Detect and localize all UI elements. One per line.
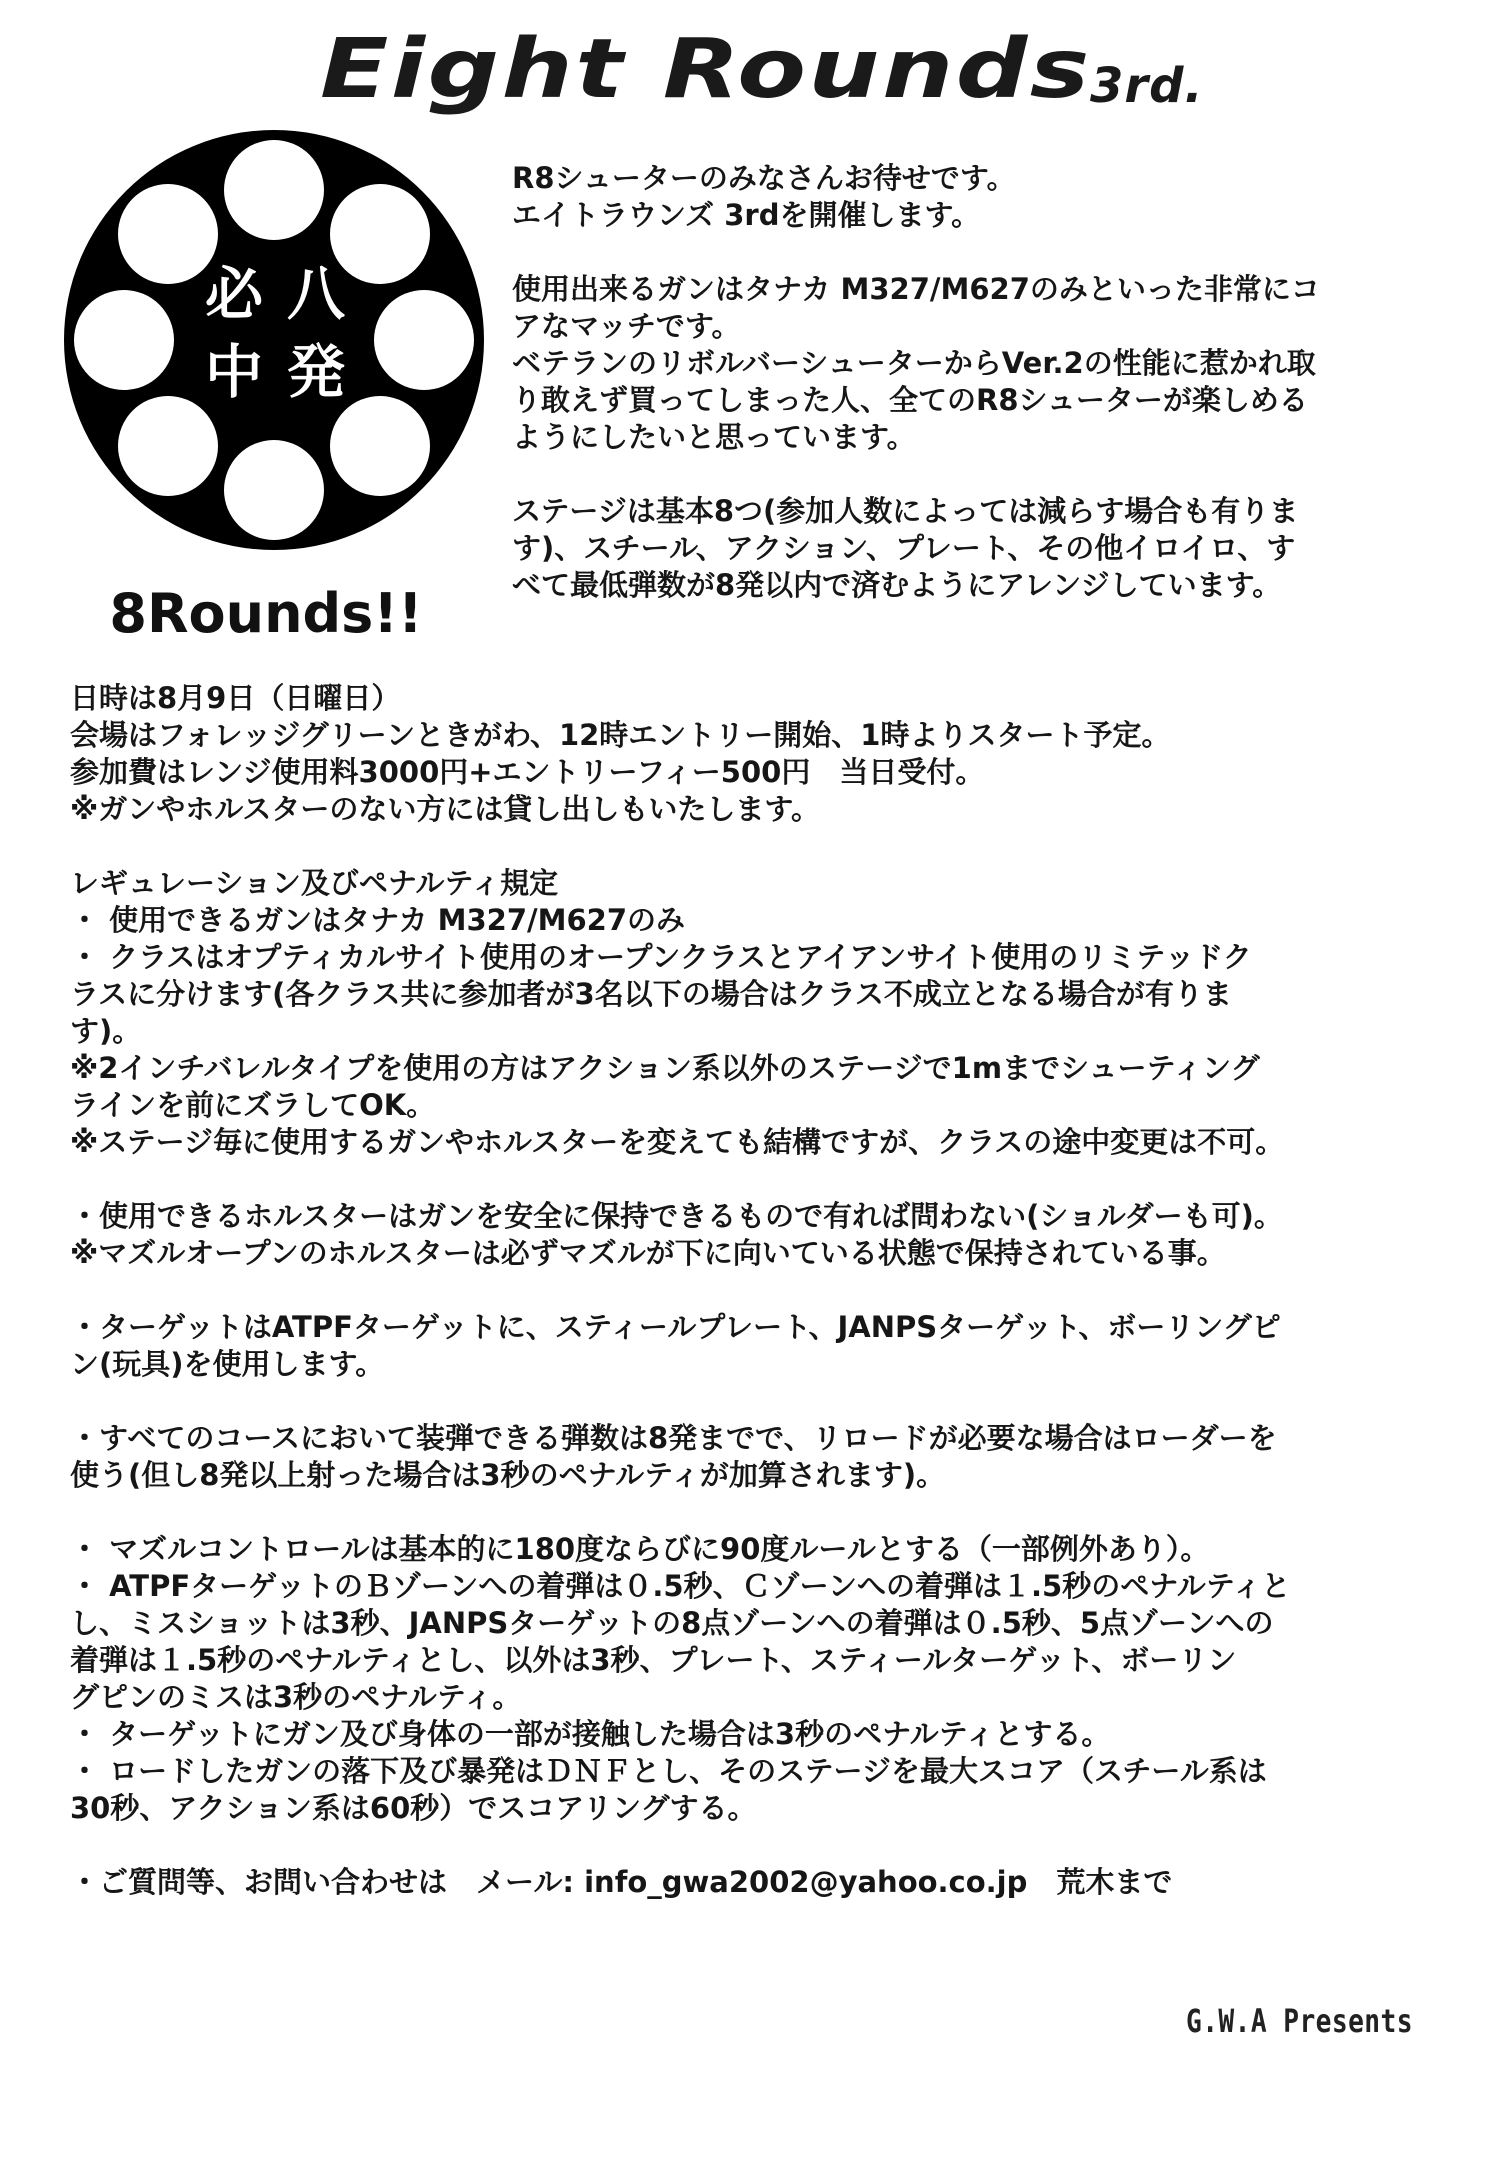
- kanji-hitsu: 必: [204, 260, 264, 328]
- kanji-hatsu: 発: [286, 338, 346, 406]
- rule-muzzle-open: ※マズルオープンのホルスターは必ずマズルが下に向いている状態で保持されている事。: [70, 1236, 1226, 1270]
- intro-greeting: R8シューターのみなさんお待せです。 エイトラウンズ 3rdを開催します。: [512, 161, 1016, 232]
- rule-targets: ・ターゲットはATPFターゲットに、スティールプレート、JANPSターゲット、ボーリングピ ン(玩具)を使用します。: [70, 1310, 1281, 1381]
- chamber-hole: [224, 140, 324, 240]
- rule-gun: ・ 使用できるガンはタナカ M327/M627のみ: [70, 903, 685, 937]
- rule-dnf: ・ ロードしたガンの落下及び暴発はＤＮＦとし、そのステージを最大スコア（スチール系は 30秒、アクション系は60秒）でスコアリングする。: [70, 1754, 1267, 1825]
- title-edition: 3rd.: [1090, 58, 1204, 114]
- rule-holster: ・使用できるホルスターはガンを安全に保持できるもので有れば問わない(ショルダーも可)。: [70, 1199, 1283, 1233]
- intro-guns: 使用出来るガンはタナカ M327/M627のみといった非常にコ アなマッチです。 ベテランのリボルバーシューターからVer.2の性能に惹かれ取 り敢えず買ってしまった人、全てのR8シューターが楽しめる ようにしたいと思っています。: [512, 272, 1320, 454]
- contact-info: ・ご質問等、お問い合わせは メール: info_gwa2002@yahoo.co.jp 荒木まで: [70, 1865, 1173, 1899]
- title-main: Eight Rounds: [320, 22, 1092, 117]
- rule-atpf-penalty: ・ ATPFターゲットのＢゾーンへの着弾は０.5秒、Ｃゾーンへの着弾は１.5秒のペナルティと し、ミスショットは3秒、JANPSターゲットの8点ゾーンへの着弾は０.5秒、5点ゾーンへの 着弾は１.5秒のペナルティとし、以外は3秒、プレート、スティールターゲット、ボーリン グピンのミスは3秒のペナルティ。: [70, 1569, 1291, 1714]
- rule-contact: ・ ターゲットにガン及び身体の一部が接触した場合は3秒のペナルティとする。: [70, 1717, 1111, 1751]
- event-venue: 会場はフォレッジグリーンときがわ、12時エントリー開始、1時よりスタート予定。: [70, 718, 1171, 752]
- rule-barrel: ※2インチバレルタイプを使用の方はアクション系以外のステージで1mまでシューティング ラインを前にズラしてOK。: [70, 1051, 1260, 1122]
- intro-text: [512, 160, 1472, 641]
- kanji-hachi: 八: [286, 260, 346, 328]
- poster-title: [320, 22, 1320, 117]
- kanji-chuu: 中: [204, 338, 264, 406]
- rule-class: ・ クラスはオプティカルサイト使用のオープンクラスとアイアンサイト使用のリミテッドク ラスに分けます(各クラス共に参加者が3名以下の場合はクラス不成立となる場合が有りま す)。: [70, 940, 1252, 1048]
- chamber-hole: [118, 184, 218, 284]
- event-rental: ※ガンやホルスターのない方には貸し出しもいたします。: [70, 792, 821, 826]
- event-details: [70, 680, 1460, 1901]
- chamber-hole: [118, 396, 218, 496]
- intro-stages: ステージは基本8つ(参加人数によっては減らす場合も有りま す)、スチール、アクション、プレート、その他イロイロ、す べて最低弾数が8発以内で済むようにアレンジしています。: [512, 494, 1299, 602]
- chamber-hole: [330, 396, 430, 496]
- presenter-credit: G.W.A Presents: [1186, 2002, 1413, 2040]
- rule-change: ※ステージ毎に使用するガンやホルスターを変えても結構ですが、クラスの途中変更は不可。: [70, 1125, 1285, 1159]
- cylinder-logo: [58, 130, 498, 650]
- chamber-hole: [74, 290, 174, 390]
- chamber-hole: [224, 440, 324, 540]
- event-date: 日時は8月9日（日曜日）: [70, 681, 401, 715]
- rule-muzzle-control: ・ マズルコントロールは基本的に180度ならびに90度ルールとする（一部例外あり）。: [70, 1532, 1210, 1566]
- logo-caption: 8Rounds!!: [109, 582, 423, 645]
- regulations-heading: レギュレーション及びペナルティ規定: [70, 866, 559, 900]
- chamber-hole: [374, 290, 474, 390]
- event-fee: 参加費はレンジ使用料3000円+エントリーフィー500円 当日受付。: [70, 755, 985, 789]
- rule-loading: ・すべてのコースにおいて装弾できる弾数は8発までで、リロードが必要な場合はローダーを 使う(但し8発以上射った場合は3秒のペナルティが加算されます)。: [70, 1421, 1277, 1492]
